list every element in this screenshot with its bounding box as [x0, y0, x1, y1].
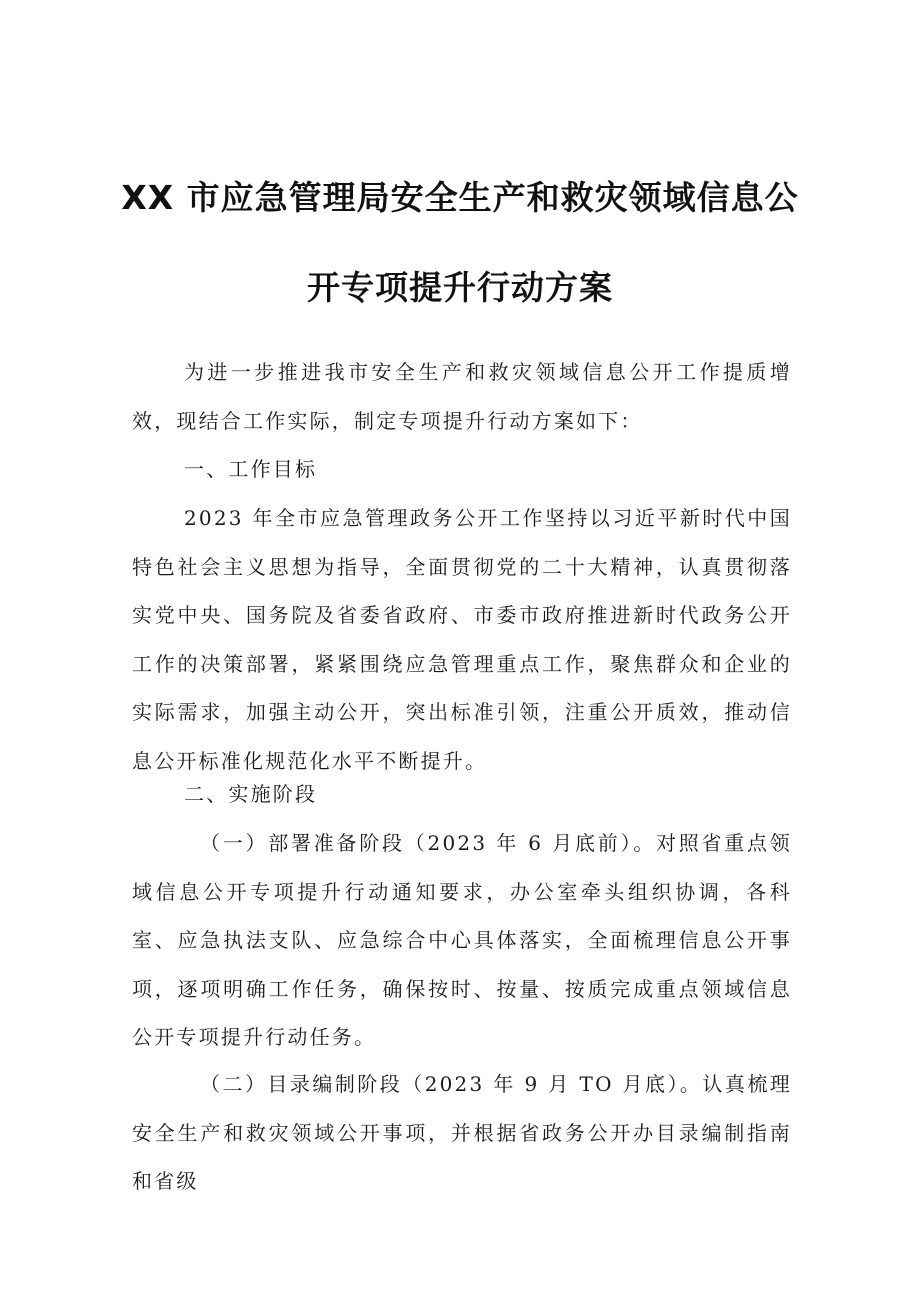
intro-paragraph: 为进一步推进我市安全生产和救灾领域信息公开工作提质增效，现结合工作实际，制定专项提升行动方案如下： [132, 360, 792, 433]
section-2-heading: 二、实施阶段 [184, 782, 318, 806]
document-title-line-2: 开专项提升行动方案 [307, 268, 613, 307]
stage-2-paragraph: （二）目录编制阶段（2023 年 9 月 TO 月底）。认真梳理安全生产和救灾领域公开事项，并根据省政务公开办目录编制指南和省级 [132, 1072, 792, 1193]
section-1-heading: 一、工作目标 [184, 457, 318, 481]
document-title-line-1: XX 市应急管理局安全生产和救灾领域信息公 [121, 178, 799, 217]
stage-1-paragraph: （一）部署准备阶段（2023 年 6 月底前）。对照省重点领域信息公开专项提升行动通知要求，办公室牵头组织协调，各科室、应急执法支队、应急综合中心具体落实，全面梳理信息公开事项，逐项明确工作任务，确保按时、按量、按质完成重点领域信息公开专项提升行动任务。 [132, 831, 792, 1049]
section-1-paragraph: 2023 年全市应急管理政务公开工作坚持以习近平新时代中国特色社会主义思想为指导，全面贯彻党的二十大精神，认真贯彻落实党中央、国务院及省委省政府、市委市政府推进新时代政务公开工作的决策部署，紧紧围绕应急管理重点工作，聚焦群众和企业的实际需求，加强主动公开，突出标准引领，注重公开质效，推动信息公开标准化规范化水平不断提升。 [132, 506, 792, 773]
